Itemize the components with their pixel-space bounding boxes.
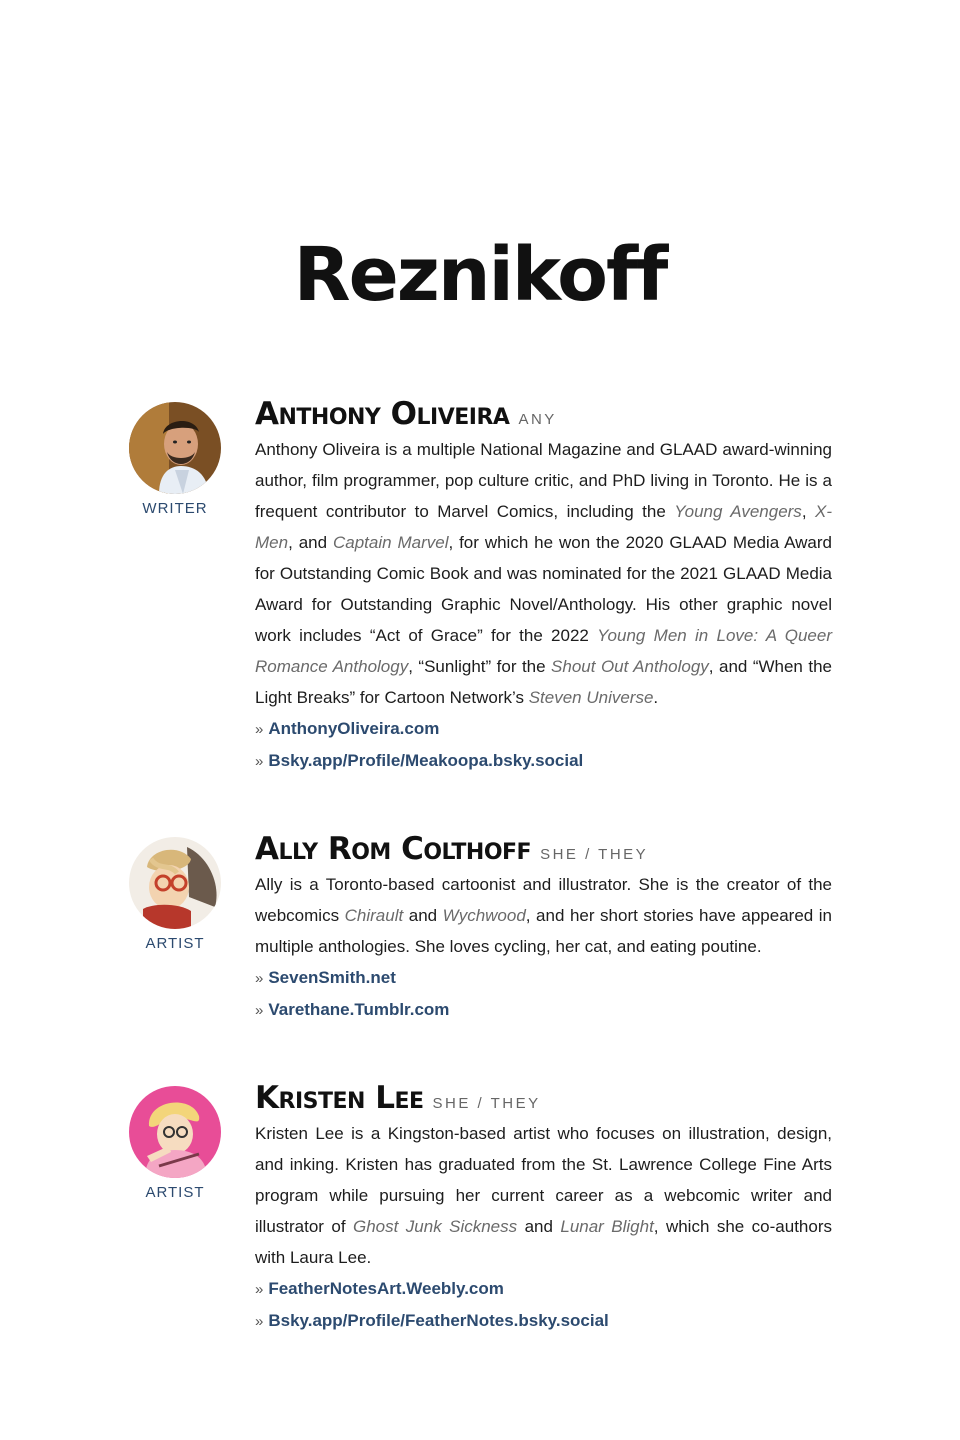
- page-title: Reznikoff: [293, 232, 667, 318]
- work-title: X-Men: [255, 502, 832, 552]
- bio-segment: and: [403, 906, 443, 925]
- role-label: WRITER: [142, 500, 208, 517]
- name-line: [255, 1080, 832, 1118]
- bio-text: [255, 869, 832, 962]
- creator-name: Ally Rom Colthoff: [255, 831, 532, 867]
- bio-segment: Kristen Lee is a Kingston-based artist who focuses on illustration, design, and inking. Kristen has graduated from the St. Lawrence College Fine Arts program while pursuing her current career as a webcomic writer and illustrator of: [255, 1124, 832, 1236]
- link-item: [255, 1273, 832, 1305]
- bio-column: [255, 831, 832, 1026]
- name-line: [255, 396, 832, 434]
- website-link[interactable]: SevenSmith.net: [268, 968, 396, 987]
- chevron-right-icon: »: [255, 1002, 264, 1019]
- link-item: [255, 713, 832, 745]
- bio-column: [255, 396, 832, 777]
- link-item: [255, 745, 832, 777]
- bio-segment: , and her short stories have appeared in multiple anthologies. She loves cycling, her cat, and eating poutine.: [255, 906, 832, 956]
- role-label: ARTIST: [145, 1184, 205, 1201]
- work-title: Chirault: [344, 906, 404, 925]
- bio-segment: , which she co-authors with Laura Lee.: [255, 1217, 832, 1267]
- link-item: [255, 962, 832, 994]
- bio-segment: Anthony Oliveira is a multiple National Magazine and GLAAD award-winning author, film programmer, pop culture critic, and PhD living in Toronto. He is a frequent contributor to Marvel Comics, including the: [255, 440, 832, 521]
- chevron-right-icon: »: [255, 1281, 264, 1298]
- pronouns: SHE / THEY: [540, 846, 649, 863]
- bio-text: [255, 434, 832, 713]
- link-list: [255, 1273, 832, 1337]
- cartoon-portrait-icon: [129, 837, 221, 929]
- work-title: Lunar Blight: [560, 1217, 654, 1236]
- creator-name: Kristen Lee: [255, 1080, 424, 1116]
- bio-segment: , and: [288, 533, 333, 552]
- link-item: [255, 994, 832, 1026]
- work-title: Steven Universe: [528, 688, 654, 707]
- bio-segment: ,: [801, 502, 815, 521]
- work-title: Young Avengers: [674, 502, 802, 521]
- work-title: Captain Marvel: [332, 533, 449, 552]
- website-link[interactable]: AnthonyOliveira.com: [268, 719, 440, 738]
- website-link[interactable]: FeatherNotesArt.Weebly.com: [268, 1279, 504, 1298]
- cartoon-portrait-pink-icon: [129, 1086, 221, 1178]
- creator-name: Anthony Oliveira: [255, 396, 510, 432]
- avatar-column: [128, 1086, 222, 1201]
- bio-segment: , “Sunlight” for the: [408, 657, 552, 676]
- portrait-photo-icon: [129, 402, 221, 494]
- role-label: ARTIST: [145, 935, 205, 952]
- bio-segment: , for which he won the 2020 GLAAD Media Award for Outstanding Comic Book and was nominated for the 2021 GLAAD Media Award for Outstanding Graphic Novel/Anthology. His other graphic novel work includes “Act of Grace” for the 2022: [255, 533, 832, 645]
- bio-segment: and: [517, 1217, 561, 1236]
- avatar-column: [128, 402, 222, 517]
- link-item: [255, 1305, 832, 1337]
- tumblr-link[interactable]: Varethane.Tumblr.com: [268, 1000, 450, 1019]
- chevron-right-icon: »: [255, 721, 264, 738]
- pronouns: ANY: [518, 411, 557, 428]
- bio-column: [255, 1080, 832, 1337]
- link-list: [255, 962, 832, 1026]
- link-list: [255, 713, 832, 777]
- bluesky-link[interactable]: Bsky.app/Profile/Meakoopa.bsky.social: [268, 751, 584, 770]
- chevron-right-icon: »: [255, 1313, 264, 1330]
- bio-text: [255, 1118, 832, 1273]
- work-title: Young Men in Love: A Queer Romance Anthology: [255, 626, 832, 676]
- bluesky-link[interactable]: Bsky.app/Profile/FeatherNotes.bsky.social: [268, 1311, 609, 1330]
- name-line: [255, 831, 832, 869]
- chevron-right-icon: »: [255, 970, 264, 987]
- pronouns: SHE / THEY: [432, 1095, 541, 1112]
- work-title: Shout Out Anthology: [551, 657, 709, 676]
- work-title: Ghost Junk Sickness: [353, 1217, 518, 1236]
- bio-segment: .: [653, 688, 659, 707]
- bio-segment: Ally is a Toronto-based cartoonist and illustrator. She is the creator of the webcomics: [255, 875, 832, 925]
- avatar-column: [128, 837, 222, 952]
- bio-segment: , and “When the Light Breaks” for Cartoon Network’s: [255, 657, 832, 707]
- chevron-right-icon: »: [255, 753, 264, 770]
- work-title: Wychwood: [442, 906, 526, 925]
